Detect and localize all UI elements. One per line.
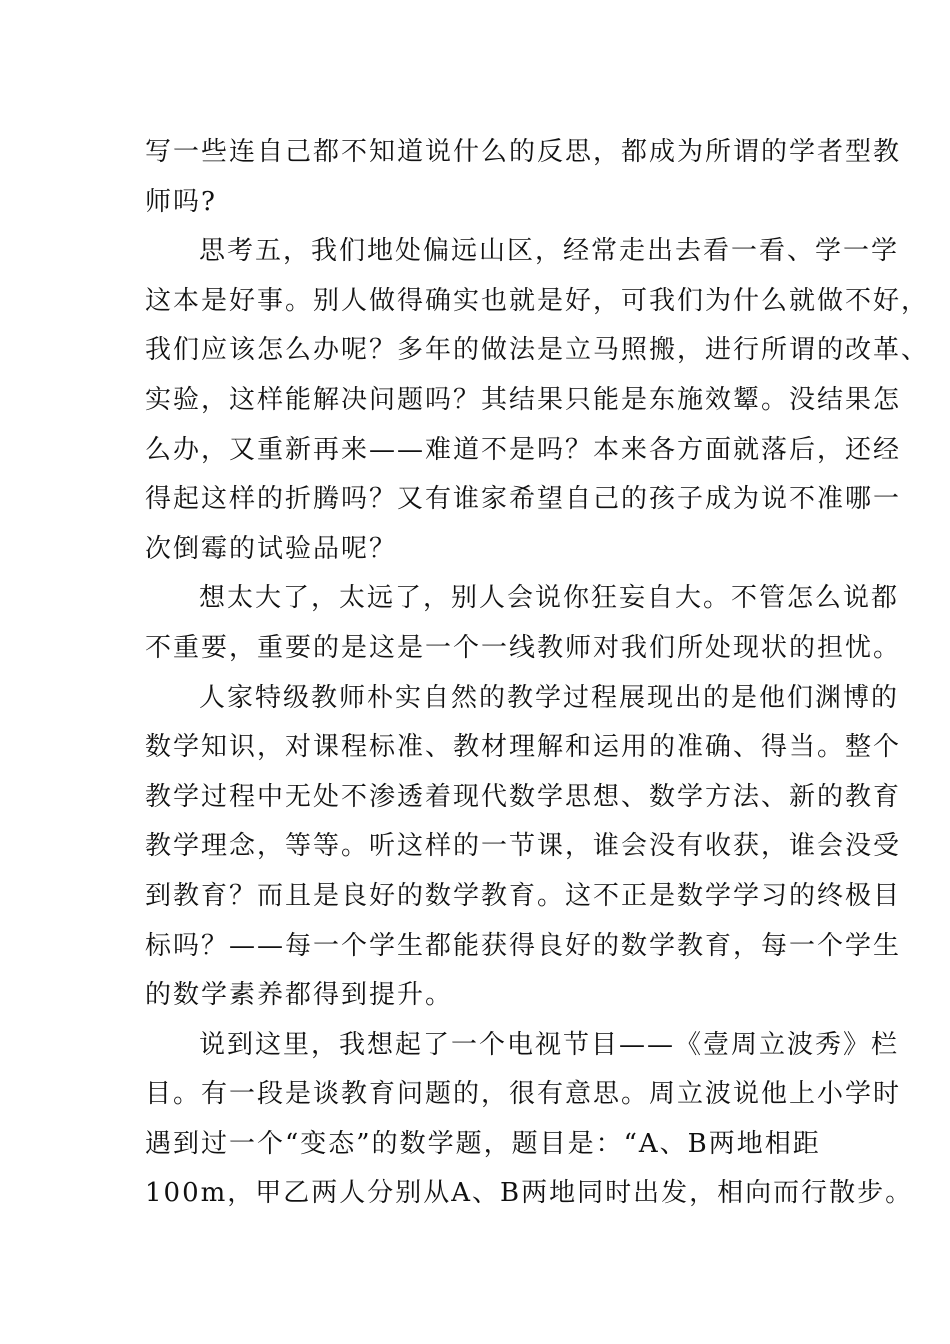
body-text bbox=[145, 128, 930, 1219]
paragraph-first-line: 想太大了，太远了，别人会说你狂妄自大。不管怎么说都 bbox=[199, 583, 900, 614]
text-line: 目。有一段是谈教育问题的，很有意思。周立波说他上小学时 bbox=[145, 1079, 902, 1110]
text-line: 得起这样的折腾吗？又有谁家希望自己的孩子成为说不准哪一 bbox=[145, 484, 902, 515]
text-line: 实验，这样能解决问题吗？其结果只能是东施效颦。没结果怎 bbox=[145, 384, 902, 415]
text-line: 教学过程中无处不渗透着现代数学思想、数学方法、新的教育 bbox=[145, 781, 902, 812]
text-line: 100m，甲乙两人分别从A、B两地同时出发，相向而行散步。 bbox=[145, 1178, 914, 1209]
text-line: 这本是好事。别人做得确实也就是好，可我们为什么就做不好， bbox=[145, 285, 930, 316]
text-line: 遇到过一个“变态”的数学题，题目是：“A、B两地相距 bbox=[145, 1128, 821, 1159]
text-line: 次倒霉的试验品呢？ bbox=[145, 533, 398, 564]
text-line: 师吗? bbox=[145, 186, 217, 217]
paragraph-first-line: 人家特级教师朴实自然的教学过程展现出的是他们渊博的 bbox=[199, 682, 900, 713]
text-line: 的数学素养都得到提升。 bbox=[145, 980, 454, 1011]
text-line: 数学知识，对课程标准、教材理解和运用的准确、得当。整个 bbox=[145, 732, 902, 763]
paragraph-first-line: 说到这里，我想起了一个电视节目——《壹周立波秀》栏 bbox=[199, 1029, 900, 1060]
text-line: 写一些连自己都不知道说什么的反思，都成为所谓的学者型教 bbox=[145, 137, 902, 167]
text-line: 到教育？而且是良好的数学教育。这不正是数学学习的终极目 bbox=[145, 880, 902, 911]
text-line: 标吗？——每一个学生都能获得良好的数学教育，每一个学生 bbox=[145, 930, 902, 961]
paragraph-first-line: 思考五，我们地处偏远山区，经常走出去看一看、学一学 bbox=[199, 236, 900, 267]
text-line: 我们应该怎么办呢？多年的做法是立马照搬，进行所谓的改革、 bbox=[145, 335, 930, 366]
text-line: 不重要，重要的是这是一个一线教师对我们所处现状的担忧。 bbox=[145, 632, 902, 663]
text-line: 么办，又重新再来——难道不是吗？本来各方面就落后，还经 bbox=[145, 434, 902, 465]
text-line: 教学理念，等等。听这样的一节课，谁会没有收获，谁会没受 bbox=[145, 831, 902, 862]
